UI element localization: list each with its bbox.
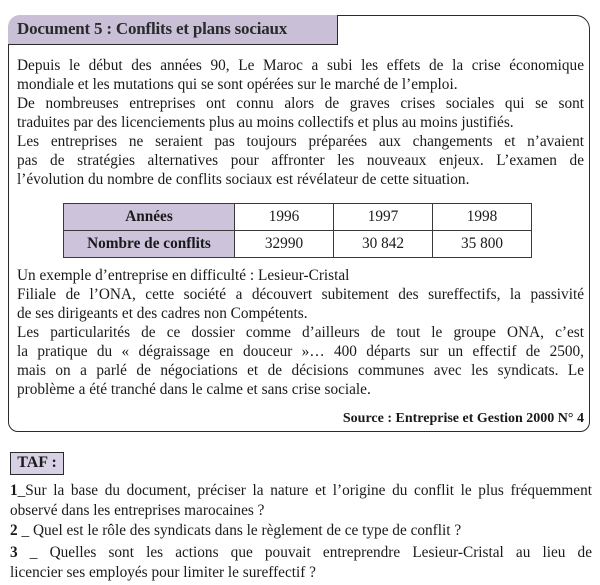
question-line: licencier ses employés pour limiter le sureffectif ? bbox=[10, 564, 316, 581]
intro-line: Depuis le début des années 90, Le Maroc a subi les effets de la crise économique bbox=[17, 57, 584, 74]
table-cell-count: 30 842 bbox=[334, 231, 433, 258]
intro-line: pas de stratégies alternatives pour affronter les nouveaux enjeux. L’examen de bbox=[17, 152, 584, 169]
intro-line: De nombreuses entreprises ont connu alors de graves crises sociales qui se sont bbox=[17, 95, 584, 112]
example-line: la pratique du « dégraissage en douceur »… 400 départs sur un effectif de 2500, bbox=[17, 343, 584, 360]
table-cell-count: 32990 bbox=[235, 231, 334, 258]
document-title: Document 5 : Conflits et plans sociaux bbox=[17, 19, 288, 38]
intro-line: mondiale et les mutations qui se sont opérées sur le marché de l’emploi. bbox=[17, 76, 458, 93]
question-text: _ Quel est le rôle des syndicats dans le règlement de ce type de conflit ? bbox=[21, 522, 462, 539]
question-line: observé dans les entreprises marocaines ? bbox=[10, 502, 265, 519]
question-1 bbox=[10, 481, 592, 521]
example-line: Un exemple d’entreprise en difficulté : Lesieur-Cristal bbox=[17, 267, 350, 284]
question-text: _Sur la base du document, préciser la nature et l’origine du conflit le plus fréquemment bbox=[17, 482, 592, 499]
table-header-years: Années bbox=[64, 204, 235, 231]
example-line: de ses dirigeants et des cadres non Compétents. bbox=[17, 305, 308, 322]
intro-line: traduites par des licenciements plus au moins collectifs et plus au moins justifiés. bbox=[17, 114, 514, 131]
question-2 bbox=[10, 521, 592, 541]
table-cell-count: 35 800 bbox=[433, 231, 532, 258]
intro-line: Les entreprises ne seraient pas toujours préparées aux changements et n’avaient bbox=[17, 133, 584, 150]
conflicts-table bbox=[63, 203, 532, 258]
table-cell-year: 1997 bbox=[334, 204, 433, 231]
question-number: 2 bbox=[10, 522, 18, 539]
taf-label: TAF : bbox=[10, 452, 64, 475]
table-row bbox=[64, 231, 532, 258]
question-number: 3 bbox=[10, 544, 18, 561]
table-cell-year: 1996 bbox=[235, 204, 334, 231]
question-line bbox=[10, 481, 592, 501]
question-3 bbox=[10, 543, 592, 583]
source-citation: Source : Entreprise et Gestion 2000 N° 4 bbox=[342, 411, 584, 426]
example-line: problème a été tranché dans le calme et sans crise sociale. bbox=[17, 381, 371, 398]
table-row bbox=[64, 204, 532, 231]
example-line: Filiale de l’ONA, cette société a découvert subitement des sureffectifs, la passivité bbox=[17, 286, 584, 303]
intro-line: l’évolution du nombre de conflits sociaux est révélateur de cette situation. bbox=[17, 171, 470, 188]
question-line bbox=[10, 521, 592, 541]
example-line: mais on a parlé de négociations et de décisions communes avec les syndicats. Le bbox=[17, 362, 584, 379]
example-line: Les particularités de ce dossier comme d’ailleurs de tout le groupe ONA, c’est bbox=[17, 324, 584, 341]
example-paragraph bbox=[17, 266, 584, 399]
intro-paragraph bbox=[17, 56, 584, 189]
question-text: _ Quelles sont les actions que pouvait entreprendre Lesieur-Cristal au lieu de bbox=[29, 544, 592, 561]
question-line bbox=[10, 543, 592, 563]
question-number: 1 bbox=[10, 482, 18, 499]
table-header-conflicts: Nombre de conflits bbox=[64, 231, 235, 258]
table-cell-year: 1998 bbox=[433, 204, 532, 231]
